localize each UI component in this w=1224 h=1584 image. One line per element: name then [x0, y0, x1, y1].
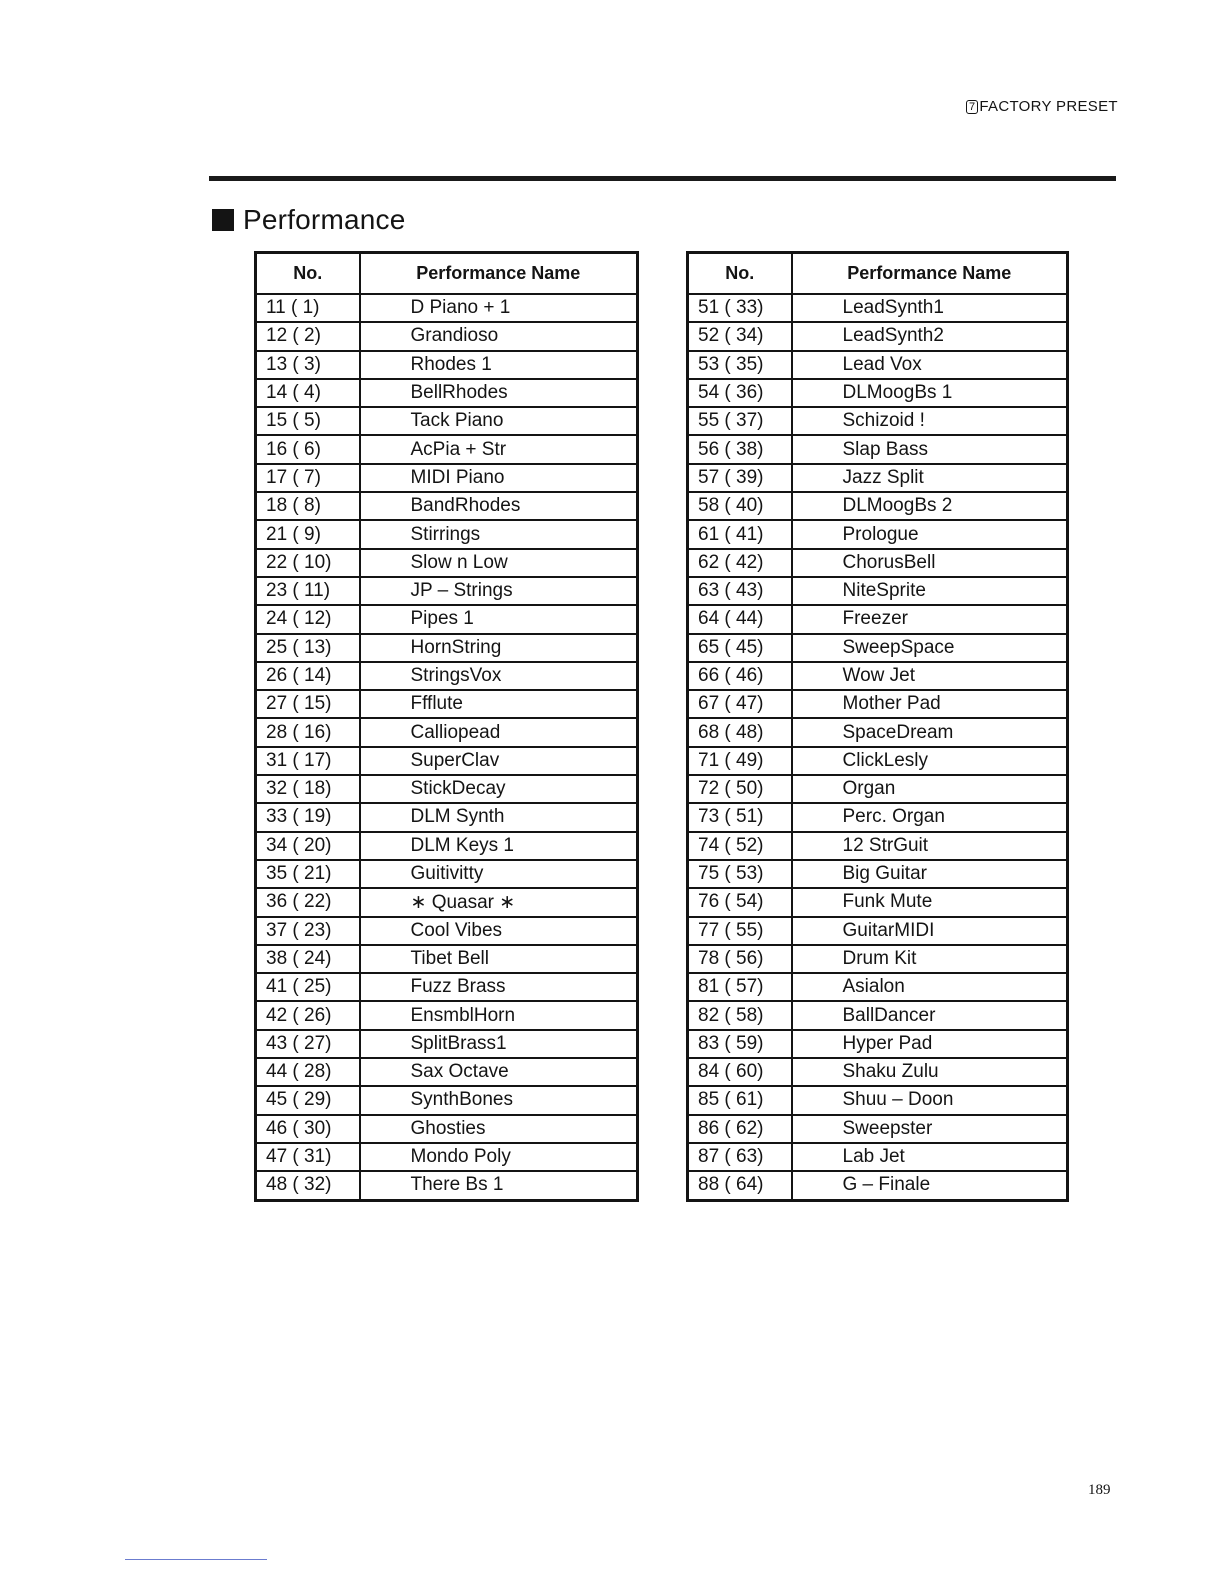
performance-number: 43 ( 27)	[256, 1030, 360, 1058]
section-header	[966, 98, 1118, 115]
performance-name: EnsmblHorn	[360, 1001, 638, 1029]
performance-name: JP – Strings	[360, 577, 638, 605]
performance-name: Tack Piano	[360, 407, 638, 435]
performance-number: 45 ( 29)	[256, 1086, 360, 1114]
performance-name: Lab Jet	[792, 1143, 1068, 1171]
performance-number: 58 ( 40)	[688, 492, 792, 520]
table-row	[256, 1086, 638, 1114]
table-row	[688, 803, 1068, 831]
performance-name: 12 StrGuit	[792, 832, 1068, 860]
performance-name: Slow n Low	[360, 549, 638, 577]
table-row	[256, 407, 638, 435]
column-header-number: No.	[256, 253, 360, 295]
performance-table-left	[254, 251, 639, 1202]
table-row	[256, 294, 638, 322]
performance-number: 74 ( 52)	[688, 832, 792, 860]
table-row	[256, 718, 638, 746]
performance-name: ChorusBell	[792, 549, 1068, 577]
page-title	[212, 204, 406, 236]
table-row	[688, 1030, 1068, 1058]
table-row	[256, 747, 638, 775]
performance-number: 77 ( 55)	[688, 917, 792, 945]
performance-number: 78 ( 56)	[688, 945, 792, 973]
column-header-name: Performance Name	[360, 253, 638, 295]
performance-number: 36 ( 22)	[256, 888, 360, 916]
table-row	[256, 1115, 638, 1143]
performance-number: 14 ( 4)	[256, 379, 360, 407]
performance-number: 31 ( 17)	[256, 747, 360, 775]
performance-name: StickDecay	[360, 775, 638, 803]
table-row	[688, 690, 1068, 718]
performance-name: Funk Mute	[792, 888, 1068, 916]
performance-name: Stirrings	[360, 520, 638, 548]
table-row	[688, 945, 1068, 973]
table-row	[688, 1058, 1068, 1086]
performance-name: Mondo Poly	[360, 1143, 638, 1171]
table-row	[688, 1171, 1068, 1200]
table-row	[688, 435, 1068, 463]
performance-number: 84 ( 60)	[688, 1058, 792, 1086]
performance-number: 51 ( 33)	[688, 294, 792, 322]
table-row	[256, 1030, 638, 1058]
table-row	[256, 1171, 638, 1200]
table-row	[256, 351, 638, 379]
table-row	[256, 577, 638, 605]
table-row	[688, 634, 1068, 662]
performance-number: 86 ( 62)	[688, 1115, 792, 1143]
performance-name: SweepSpace	[792, 634, 1068, 662]
table-row	[256, 662, 638, 690]
performance-name: Big Guitar	[792, 860, 1068, 888]
performance-number: 42 ( 26)	[256, 1001, 360, 1029]
table-header-row	[688, 253, 1068, 295]
performance-name: Mother Pad	[792, 690, 1068, 718]
performance-name: Rhodes 1	[360, 351, 638, 379]
header-rule	[209, 176, 1116, 181]
performance-name: Wow Jet	[792, 662, 1068, 690]
table-row	[688, 379, 1068, 407]
table-row	[256, 464, 638, 492]
performance-number: 27 ( 15)	[256, 690, 360, 718]
performance-number: 28 ( 16)	[256, 718, 360, 746]
performance-name: Drum Kit	[792, 945, 1068, 973]
table-row	[256, 1001, 638, 1029]
performance-name: Asialon	[792, 973, 1068, 1001]
performance-number: 48 ( 32)	[256, 1171, 360, 1200]
table-row	[256, 775, 638, 803]
performance-number: 81 ( 57)	[688, 973, 792, 1001]
performance-name: Slap Bass	[792, 435, 1068, 463]
performance-number: 85 ( 61)	[688, 1086, 792, 1114]
table-row	[688, 747, 1068, 775]
table-row	[256, 973, 638, 1001]
table-row	[256, 860, 638, 888]
performance-name: Grandioso	[360, 322, 638, 350]
table-row	[688, 605, 1068, 633]
performance-number: 34 ( 20)	[256, 832, 360, 860]
performance-number: 11 ( 1)	[256, 294, 360, 322]
performance-number: 25 ( 13)	[256, 634, 360, 662]
performance-number: 88 ( 64)	[688, 1171, 792, 1200]
performance-name: SpaceDream	[792, 718, 1068, 746]
table-body-left	[256, 294, 638, 1200]
performance-name: SuperClav	[360, 747, 638, 775]
table-row	[688, 1086, 1068, 1114]
table-row	[256, 634, 638, 662]
performance-number: 76 ( 54)	[688, 888, 792, 916]
performance-name: MIDI Piano	[360, 464, 638, 492]
performance-name: ∗ Quasar ∗	[360, 888, 638, 916]
performance-name: Schizoid !	[792, 407, 1068, 435]
performance-number: 17 ( 7)	[256, 464, 360, 492]
performance-number: 64 ( 44)	[688, 605, 792, 633]
table-row	[688, 1001, 1068, 1029]
performance-number: 61 ( 41)	[688, 520, 792, 548]
performance-name: Ghosties	[360, 1115, 638, 1143]
table-row	[256, 605, 638, 633]
table-row	[256, 379, 638, 407]
footer-divider	[125, 1559, 267, 1560]
table-row	[688, 662, 1068, 690]
performance-number: 63 ( 43)	[688, 577, 792, 605]
table-row	[688, 464, 1068, 492]
performance-number: 62 ( 42)	[688, 549, 792, 577]
performance-number: 75 ( 53)	[688, 860, 792, 888]
table-row	[256, 690, 638, 718]
performance-number: 47 ( 31)	[256, 1143, 360, 1171]
performance-name: Perc. Organ	[792, 803, 1068, 831]
performance-name: SynthBones	[360, 1086, 638, 1114]
page-title-text: Performance	[243, 204, 406, 235]
performance-name: DLMoogBs 1	[792, 379, 1068, 407]
table-row	[688, 407, 1068, 435]
performance-number: 46 ( 30)	[256, 1115, 360, 1143]
table-row	[688, 492, 1068, 520]
performance-name: D Piano + 1	[360, 294, 638, 322]
table-row	[688, 577, 1068, 605]
table-row	[688, 1115, 1068, 1143]
performance-number: 22 ( 10)	[256, 549, 360, 577]
performance-name: Ffflute	[360, 690, 638, 718]
table-row	[256, 1058, 638, 1086]
performance-number: 16 ( 6)	[256, 435, 360, 463]
performance-name: Calliopead	[360, 718, 638, 746]
section-number-marker: 7	[966, 100, 978, 114]
table-row	[688, 520, 1068, 548]
performance-number: 68 ( 48)	[688, 718, 792, 746]
table-row	[256, 888, 638, 916]
table-row	[256, 945, 638, 973]
table-row	[688, 775, 1068, 803]
performance-name: There Bs 1	[360, 1171, 638, 1200]
performance-name: Guitivitty	[360, 860, 638, 888]
performance-name: LeadSynth2	[792, 322, 1068, 350]
performance-number: 21 ( 9)	[256, 520, 360, 548]
performance-name: BellRhodes	[360, 379, 638, 407]
table-row	[688, 294, 1068, 322]
bullet-square-icon	[212, 209, 234, 231]
performance-number: 73 ( 51)	[688, 803, 792, 831]
table-row	[688, 1143, 1068, 1171]
performance-name: Hyper Pad	[792, 1030, 1068, 1058]
performance-name: BandRhodes	[360, 492, 638, 520]
performance-name: LeadSynth1	[792, 294, 1068, 322]
performance-number: 83 ( 59)	[688, 1030, 792, 1058]
performance-number: 41 ( 25)	[256, 973, 360, 1001]
table-row	[256, 322, 638, 350]
table-row	[256, 549, 638, 577]
performance-number: 72 ( 50)	[688, 775, 792, 803]
performance-name: Shaku Zulu	[792, 1058, 1068, 1086]
table-body-right	[688, 294, 1068, 1200]
performance-name: Sweepster	[792, 1115, 1068, 1143]
performance-name: Fuzz Brass	[360, 973, 638, 1001]
performance-number: 52 ( 34)	[688, 322, 792, 350]
table-row	[256, 520, 638, 548]
performance-number: 24 ( 12)	[256, 605, 360, 633]
table-row	[688, 832, 1068, 860]
performance-name: GuitarMIDI	[792, 917, 1068, 945]
performance-table-right	[686, 251, 1069, 1202]
performance-name: Lead Vox	[792, 351, 1068, 379]
table-row	[256, 917, 638, 945]
table-row	[688, 917, 1068, 945]
performance-name: DLM Keys 1	[360, 832, 638, 860]
table-row	[256, 832, 638, 860]
performance-name: DLMoogBs 2	[792, 492, 1068, 520]
performance-number: 44 ( 28)	[256, 1058, 360, 1086]
performance-name: Pipes 1	[360, 605, 638, 633]
performance-number: 65 ( 45)	[688, 634, 792, 662]
section-header-label: FACTORY PRESET	[979, 98, 1118, 115]
column-header-number: No.	[688, 253, 792, 295]
performance-name: Freezer	[792, 605, 1068, 633]
performance-name: Jazz Split	[792, 464, 1068, 492]
table-row	[256, 1143, 638, 1171]
performance-number: 57 ( 39)	[688, 464, 792, 492]
performance-number: 15 ( 5)	[256, 407, 360, 435]
performance-name: G – Finale	[792, 1171, 1068, 1200]
performance-name: HornString	[360, 634, 638, 662]
performance-name: NiteSprite	[792, 577, 1068, 605]
performance-number: 87 ( 63)	[688, 1143, 792, 1171]
performance-number: 13 ( 3)	[256, 351, 360, 379]
performance-number: 66 ( 46)	[688, 662, 792, 690]
table-row	[688, 718, 1068, 746]
table-row	[688, 351, 1068, 379]
performance-name: BallDancer	[792, 1001, 1068, 1029]
performance-number: 37 ( 23)	[256, 917, 360, 945]
table-row	[688, 322, 1068, 350]
page-number: 189	[1088, 1482, 1111, 1498]
table-row	[256, 492, 638, 520]
performance-number: 38 ( 24)	[256, 945, 360, 973]
performance-number: 56 ( 38)	[688, 435, 792, 463]
performance-number: 23 ( 11)	[256, 577, 360, 605]
table-header-row	[256, 253, 638, 295]
performance-name: Organ	[792, 775, 1068, 803]
performance-number: 71 ( 49)	[688, 747, 792, 775]
performance-number: 82 ( 58)	[688, 1001, 792, 1029]
performance-name: AcPia + Str	[360, 435, 638, 463]
performance-name: Tibet Bell	[360, 945, 638, 973]
performance-name: ClickLesly	[792, 747, 1068, 775]
performance-number: 53 ( 35)	[688, 351, 792, 379]
table-row	[688, 973, 1068, 1001]
performance-name: Shuu – Doon	[792, 1086, 1068, 1114]
performance-number: 12 ( 2)	[256, 322, 360, 350]
table-row	[688, 860, 1068, 888]
column-header-name: Performance Name	[792, 253, 1068, 295]
performance-number: 67 ( 47)	[688, 690, 792, 718]
table-row	[688, 549, 1068, 577]
performance-number: 35 ( 21)	[256, 860, 360, 888]
performance-number: 33 ( 19)	[256, 803, 360, 831]
performance-number: 18 ( 8)	[256, 492, 360, 520]
performance-number: 26 ( 14)	[256, 662, 360, 690]
performance-number: 32 ( 18)	[256, 775, 360, 803]
performance-number: 54 ( 36)	[688, 379, 792, 407]
performance-name: StringsVox	[360, 662, 638, 690]
table-row	[256, 435, 638, 463]
performance-name: Sax Octave	[360, 1058, 638, 1086]
performance-name: Cool Vibes	[360, 917, 638, 945]
table-row	[688, 888, 1068, 916]
performance-name: Prologue	[792, 520, 1068, 548]
performance-name: SplitBrass1	[360, 1030, 638, 1058]
performance-name: DLM Synth	[360, 803, 638, 831]
performance-number: 55 ( 37)	[688, 407, 792, 435]
table-row	[256, 803, 638, 831]
